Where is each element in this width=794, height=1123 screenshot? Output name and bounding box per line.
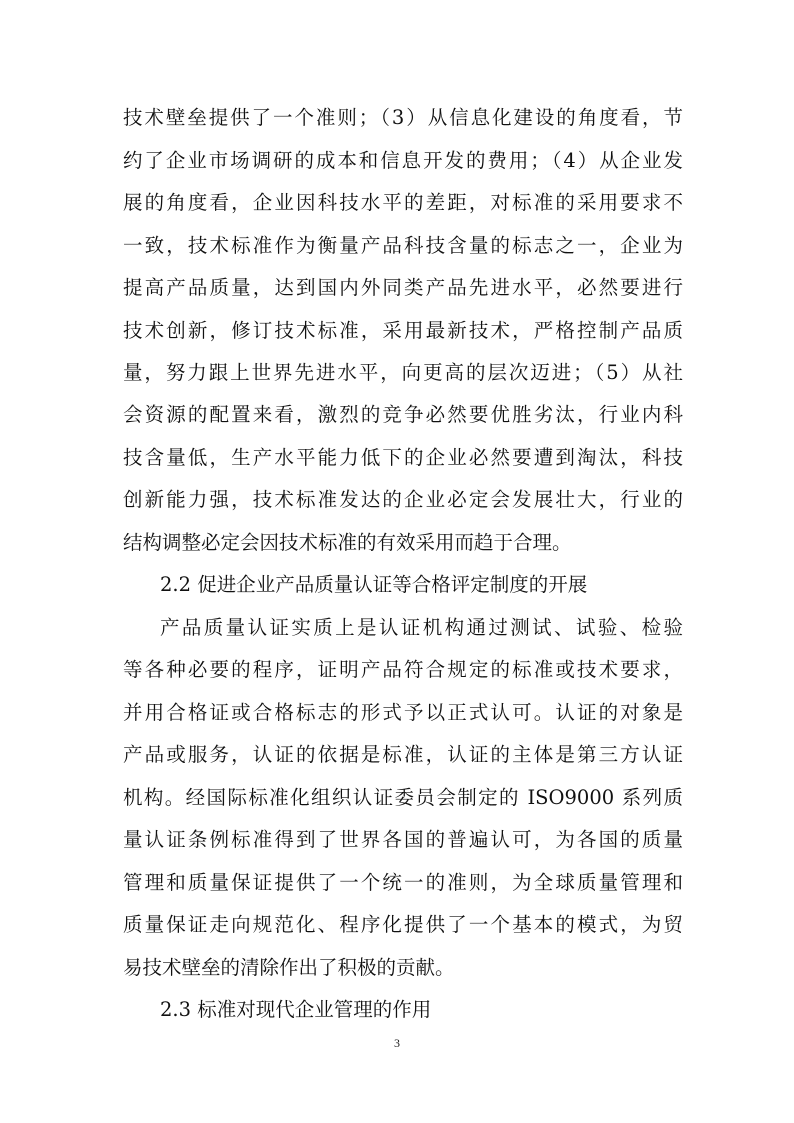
paragraph-line: 结构调整必定会因技术标准的有效采用而趋于合理。	[123, 531, 572, 554]
paragraph-line: 产品或服务，认证的依据是标准，认证的主体是第三方认证	[123, 743, 683, 766]
paragraph-line: 会资源的配置来看，激烈的竞争必然要优胜劣汰，行业内科	[123, 403, 683, 426]
paragraph-line: 等各种必要的程序，证明产品符合规定的标准或技术要求，	[123, 658, 683, 681]
paragraph-line: 量认证条例标准得到了世界各国的普遍认可，为各国的质量	[123, 828, 683, 851]
paragraph-line: 创新能力强，技术标准发达的企业必定会发展壮大，行业的	[123, 488, 683, 511]
paragraph-line: 约了企业市场调研的成本和信息开发的费用；（4）从企业发	[123, 149, 683, 172]
paragraph-line: 机构。经国际标准化组织认证委员会制定的 ISO9000 系列质	[123, 786, 683, 809]
paragraph-line: 技术壁垒提供了一个准则；（3）从信息化建设的角度看，节	[123, 106, 683, 129]
paragraph-line: 展的角度看，企业因科技水平的差距，对标准的采用要求不	[123, 191, 683, 214]
paragraph-line: 提高产品质量，达到国内外同类产品先进水平，必然要进行	[123, 276, 683, 299]
paragraph-line: 质量保证走向规范化、程序化提供了一个基本的模式，为贸	[123, 913, 683, 936]
section-heading: 2.2 促进企业产品质量认证等合格评定制度的开展	[160, 573, 588, 596]
paragraph-line: 量，努力跟上世界先进水平，向更高的层次迈进；（5）从社	[123, 361, 683, 384]
paragraph-line: 并用合格证或合格标志的形式予以正式认可。认证的对象是	[123, 701, 683, 724]
paragraph-line: 技术创新，修订技术标准，采用最新技术，严格控制产品质	[123, 319, 683, 342]
paragraph-line: 管理和质量保证提供了一个统一的准则，为全球质量管理和	[123, 871, 683, 894]
page-number: 3	[394, 1036, 400, 1050]
section-heading: 2.3 标准对现代企业管理的作用	[160, 998, 432, 1021]
paragraph-line: 技含量低，生产水平能力低下的企业必然要遭到淘汰，科技	[123, 446, 683, 469]
paragraph-line: 产品质量认证实质上是认证机构通过测试、试验、检验	[160, 616, 683, 639]
paragraph-line: 一致，技术标准作为衡量产品科技含量的标志之一，企业为	[123, 234, 683, 257]
paragraph-line: 易技术壁垒的清除作出了积极的贡献。	[123, 956, 455, 979]
